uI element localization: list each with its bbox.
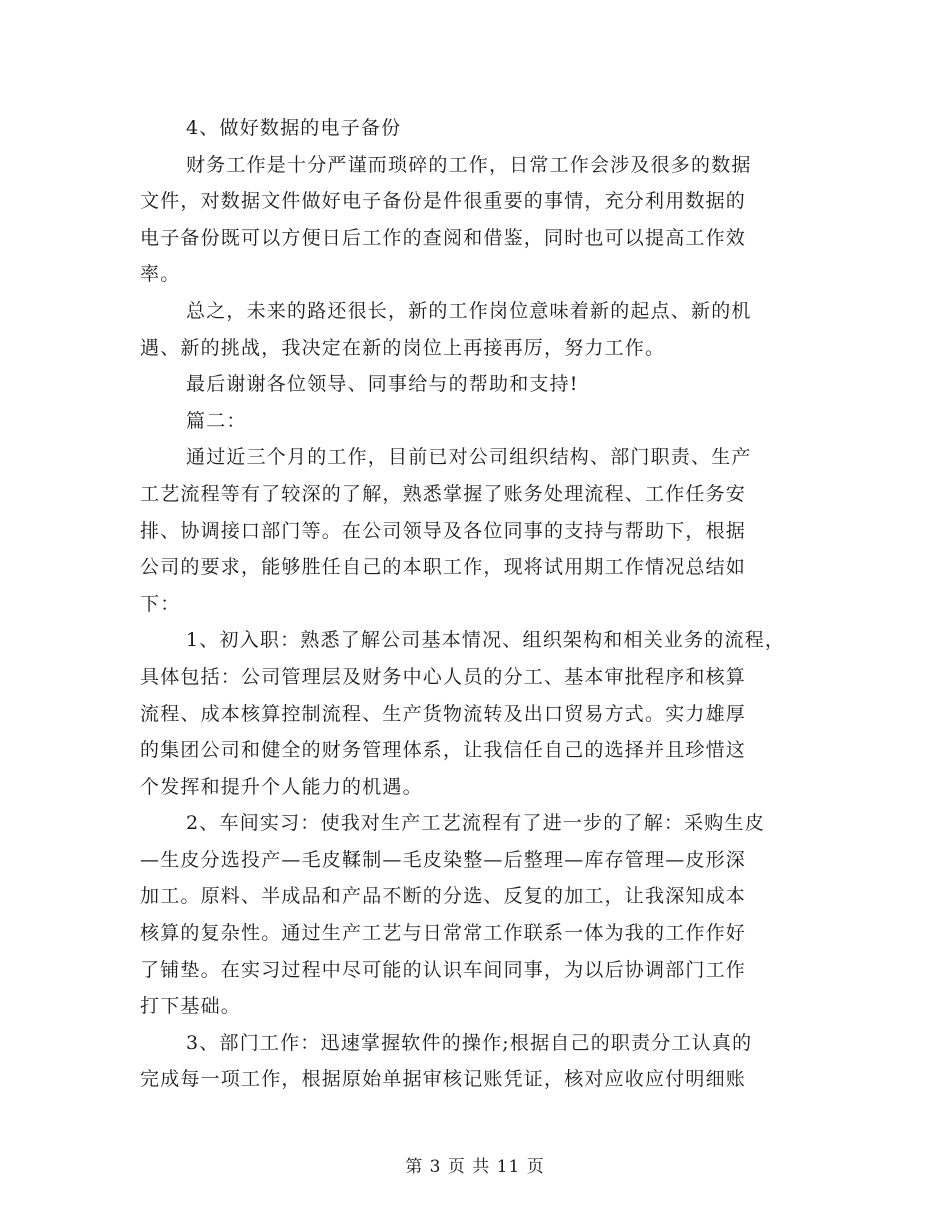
- text-line: 打下基础。: [140, 995, 242, 1018]
- text-line: 加工。原料、半成品和产品不断的分选、反复的加工，让我深知成本: [140, 885, 747, 908]
- text-line: 公司的要求，能够胜任自己的本职工作，现将试用期工作情况总结如: [140, 556, 747, 579]
- text-line: 个发挥和提升个人能力的机遇。: [140, 775, 423, 798]
- text-line: 最后谢谢各位领导、同事给与的帮助和支持!: [186, 373, 579, 396]
- text-line: 通过近三个月的工作，目前已对公司组织结构、部门职责、生产: [186, 446, 752, 469]
- text-line: 核算的复杂性。通过生产工艺与日常常工作联系一体为我的工作作好: [140, 922, 747, 945]
- text-line: 2、车间实习：使我对生产工艺流程有了进一步的了解：采购生皮: [186, 812, 765, 835]
- text-line: 1、初入职：熟悉了解公司基本情况、组织架构和相关业务的流程，: [186, 629, 786, 652]
- text-line: 遇、新的挑战，我决定在新的岗位上再接再厉，努力工作。: [140, 336, 666, 359]
- text-line: —生皮分选投产—毛皮鞣制—毛皮染整—后整理—库存管理—皮形深: [140, 848, 747, 871]
- text-line: 工艺流程等有了较深的了解，熟悉掌握了账务处理流程、工作任务安: [140, 482, 747, 505]
- text-line: 总之，未来的路还很长，新的工作岗位意味着新的起点、新的机: [186, 299, 752, 322]
- text-line: 的集团公司和健全的财务管理体系，让我信任自己的选择并且珍惜这: [140, 739, 747, 762]
- text-line: 财务工作是十分严谨而琐碎的工作，日常工作会涉及很多的数据: [186, 153, 752, 176]
- text-line: 率。: [140, 263, 181, 286]
- text-line: 篇二：: [186, 409, 247, 432]
- text-line: 3、部门工作：迅速掌握软件的操作;根据自己的职责分工认真的: [186, 1031, 753, 1054]
- text-line: 具体包括：公司管理层及财务中心人员的分工、基本审批程序和核算: [140, 665, 747, 688]
- text-line: 文件，对数据文件做好电子备份是件很重要的事情，充分利用数据的: [140, 190, 747, 213]
- document-body: [140, 110, 800, 1098]
- text-line: 电子备份既可以方便日后工作的查阅和借鉴，同时也可以提高工作效: [140, 226, 747, 249]
- text-line: 完成每一项工作，根据原始单据审核记账凭证，核对应收应付明细账: [140, 1068, 747, 1091]
- text-line: 了铺垫。在实习过程中尽可能的认识车间同事，为以后协调部门工作: [140, 958, 747, 981]
- text-line: 4、做好数据的电子备份: [186, 117, 402, 139]
- page-number-footer: 第 3 页 共 11 页: [405, 1157, 545, 1177]
- text-line: 下：: [140, 592, 181, 615]
- text-line: 流程、成本核算控制流程、生产货物流转及出口贸易方式。实力雄厚: [140, 702, 747, 725]
- text-line: 排、协调接口部门等。在公司领导及各位同事的支持与帮助下，根据: [140, 519, 747, 542]
